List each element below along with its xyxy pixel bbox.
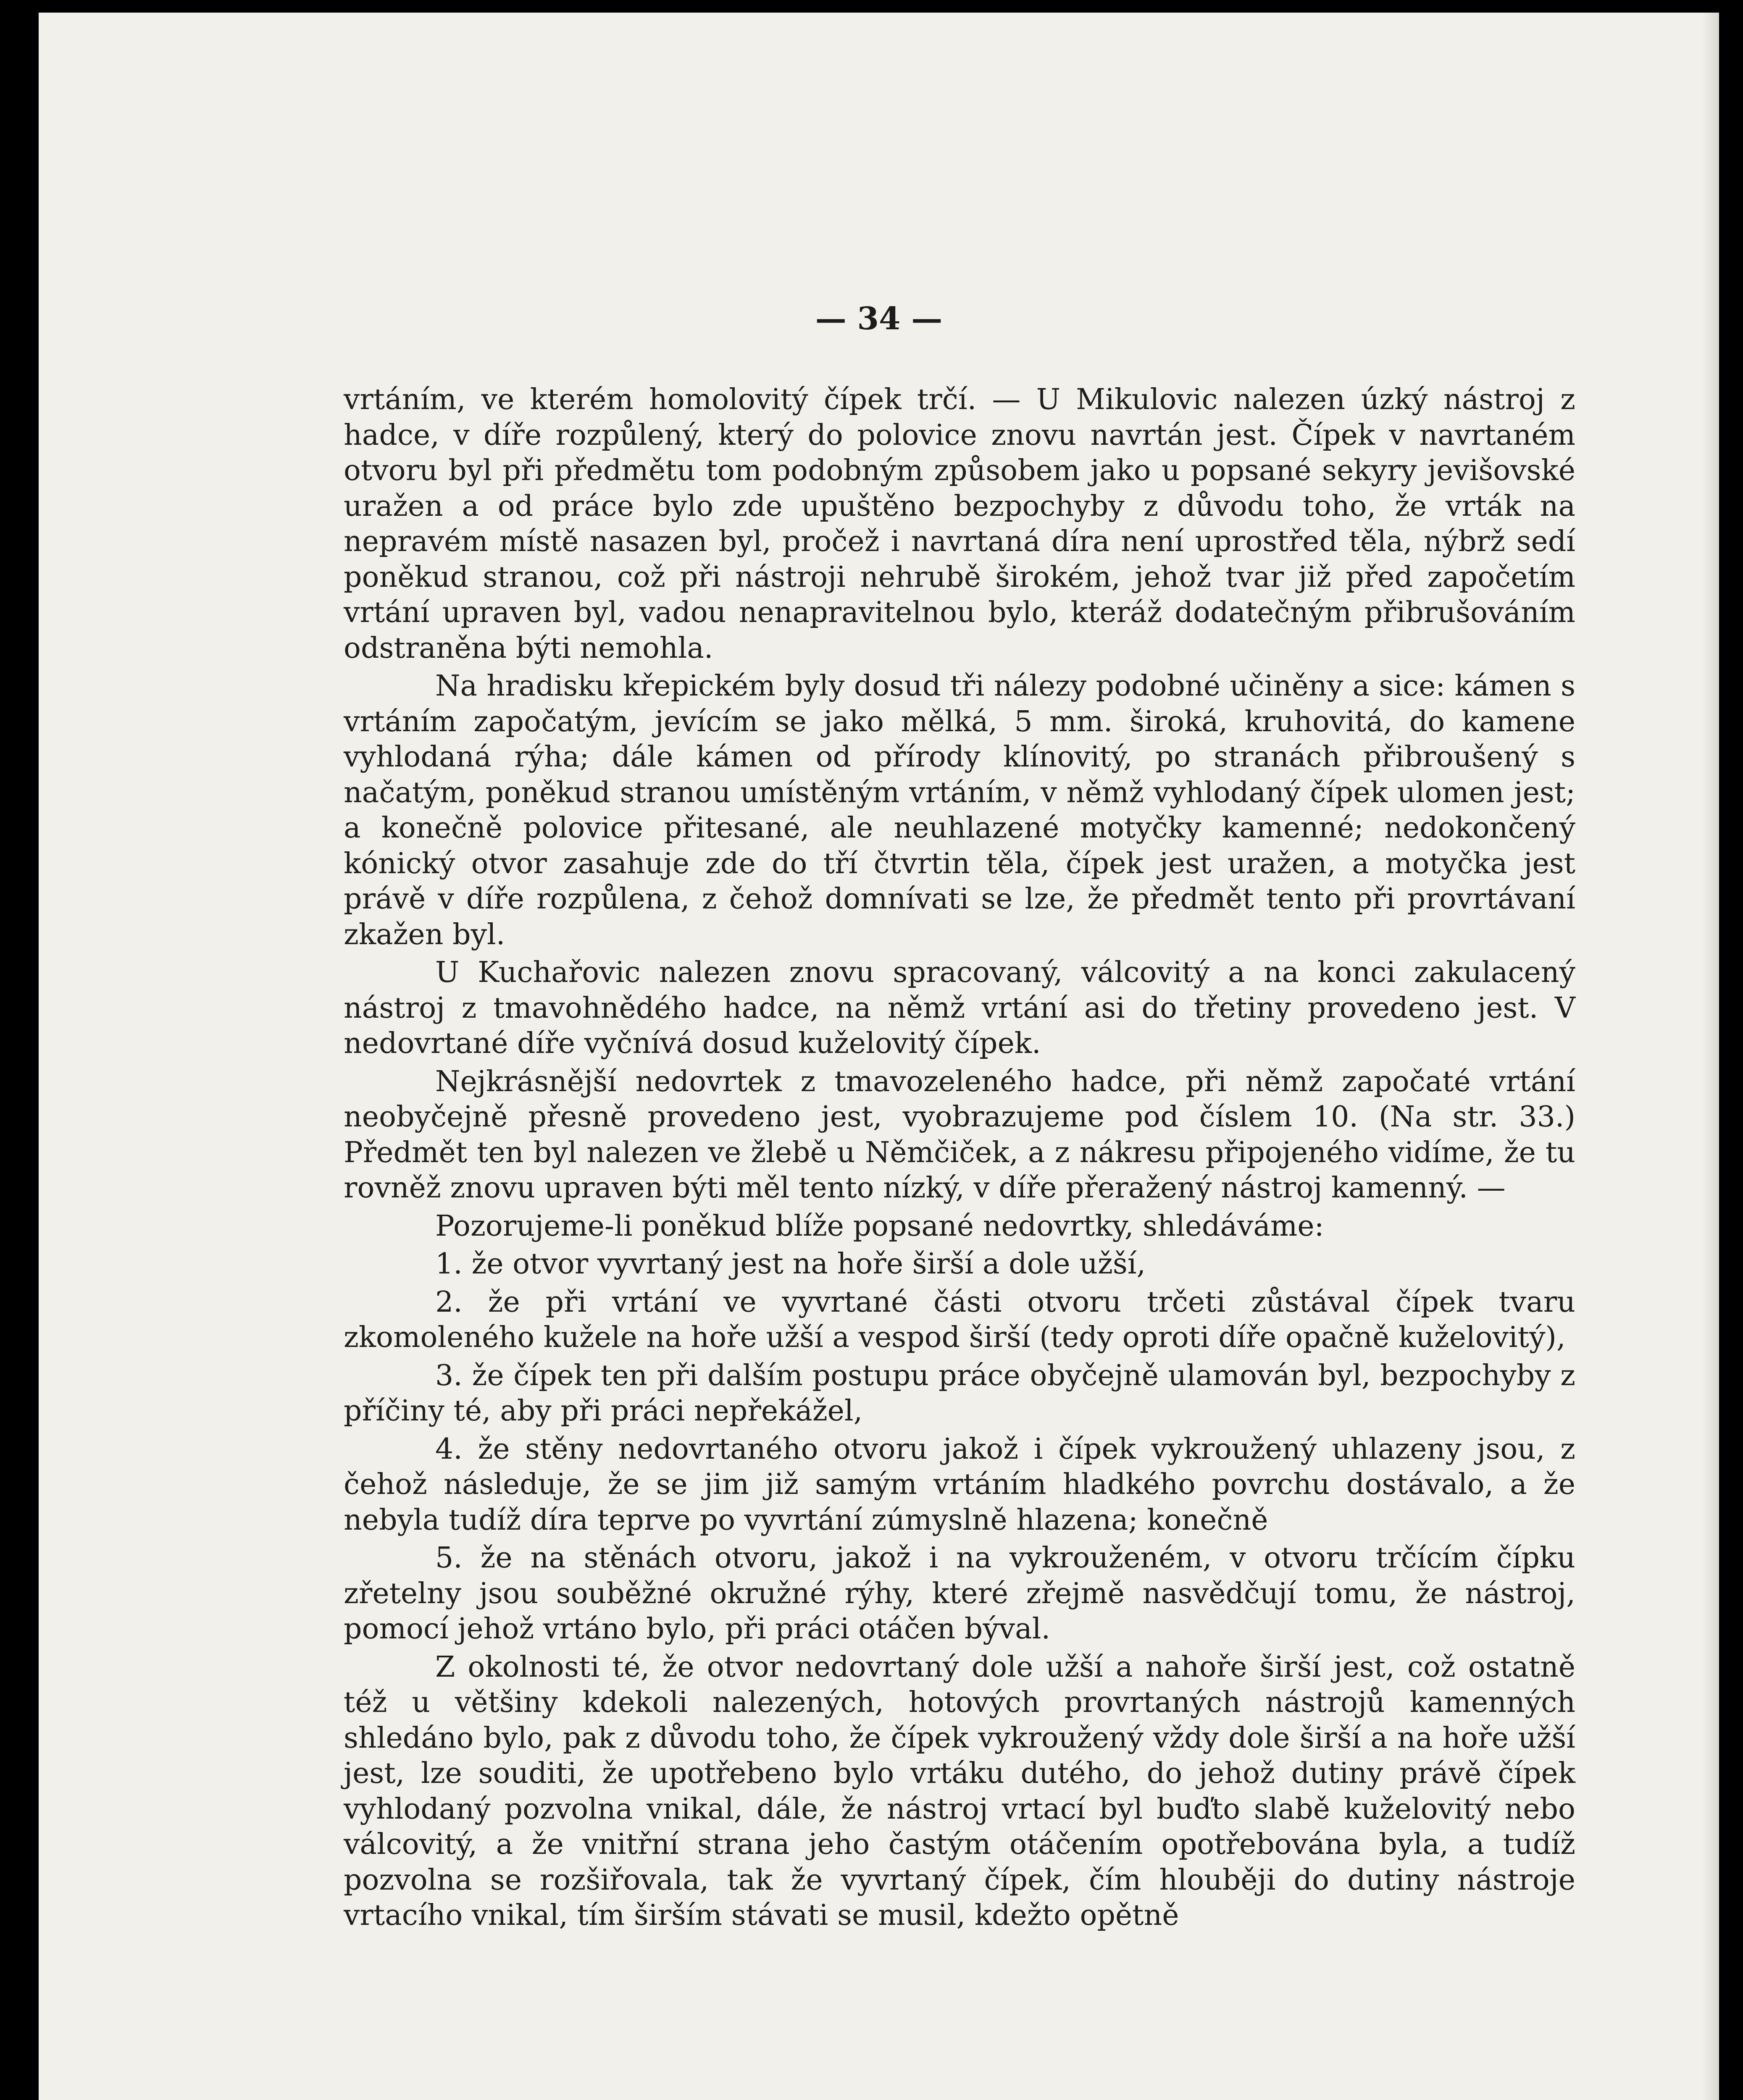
list-item-1: 1. že otvor vyvrtaný jest na hoře širší a dole užší, (435, 1247, 1146, 1281)
list-item-2: 2. že při vrtání ve vyvrtané části otvoru trčeti zůstával čípek tvaru zkomoleného kužele na hoře užší a vespod širší (tedy oproti díře opačně kuželovitý), (344, 1285, 1575, 1354)
paper-sheet (39, 13, 1719, 2100)
paragraph-6: Z okolnosti té, že otvor nedovrtaný dole užší a nahoře širší jest, což ostatně též u většiny kdekoli nalezených, hotových provrtaných nástrojů kamenných shledáno bylo, pak z důvodu toho, že čípek vykroužený vždy dole širší a na hoře užší jest, lze souditi, že upotřebeno bylo vrtáku dutého, do jehož dutiny právě čípek vyhlodaný pozvolna vnikal, dále, že nástroj vrtací byl buďto slabě kuželovitý nebo válcovitý, a že vnitřní strana jeho častým otáčením opotřebována byla, a tudíž pozvolna se rozšiřovala, tak že vyvrtaný čípek, čím hlouběji do dutiny nástroje vrtacího vnikal, tím širším stávati se musil, kdežto opětně (344, 1650, 1575, 1932)
observation-list (344, 1247, 1575, 1647)
page-number: — 34 — (815, 301, 943, 337)
paragraph-3: U Kuchařovic nalezen znovu spracovaný, válcovitý a na konci zakulacený nástroj z tmavohnědého hadce, na němž vrtání asi do třetiny provedeno jest. V nedovrtané díře vyčnívá dosud kuželovitý čípek. (344, 956, 1575, 1060)
paragraph-4: Nejkrásnější nedovrtek z tmavozeleného hadce, při němž započaté vrtání neobyčejně přesně provedeno jest, vyobrazujeme pod číslem 10. (Na str. 33.) Předmět ten byl nalezen ve žlebě u Němčiček, a z nákresu připojeného vidíme, že tu rovněž znovu upraven býti měl tento nízký, v díře přeražený nástroj kamenný. — (344, 1065, 1575, 1205)
paragraph-2: Na hradisku křepickém byly dosud tři nálezy podobné učiněny a sice: kámen s vrtáním započatým, jevícím se jako mělká, 5 mm. široká, kruhovitá, do kamene vyhlodaná rýha; dále kámen od přírody klínovitý, po stranách přibroušený s načatým, poněkud stranou umístěným vrtáním, v němž vyhlodaný čípek ulomen jest; a konečně polovice přitesané, ale neuhlazené motyčky kamenné; nedokončený kónický otvor zasahuje zde do tří čtvrtin těla, čípek jest uražen, a motyčka jest právě v díře rozpůlena, z čehož domnívati se lze, že předmět tento při provrtávaní zkažen byl. (344, 669, 1575, 951)
body-text (344, 382, 1575, 1936)
paragraph-5: Pozorujeme-li poněkud blíže popsané nedovrtky, shledáváme: (435, 1209, 1324, 1243)
list-item-5: 5. že na stěnách otvoru, jakož i na vykrouženém, v otvoru trčícím čípku zřetelny jsou souběžné okružné rýhy, které zřejmě nasvědčují tomu, že nástroj, pomocí jehož vrtáno bylo, při práci otáčen býval. (344, 1541, 1575, 1646)
list-item-4: 4. že stěny nedovrtaného otvoru jakož i čípek vykroužený uhlazeny jsou, z čehož následuje, že se jim již samým vrtáním hladkého povrchu dostávalo, a že nebyla tudíž díra teprve po vyvrtání zúmyslně hlazena; konečně (344, 1432, 1575, 1537)
paragraph-1: vrtáním, ve kterém homolovitý čípek trčí. — U Mikulovic nalezen úzký nástroj z hadce, v díře rozpůlený, který do polovice znovu navrtán jest. Čípek v navrtaném otvoru byl při předmětu tom podobným způsobem jako u popsané sekyry jevišovské uražen a od práce bylo zde upuštěno bezpochyby z důvodu toho, že vrták na nepravém místě nasazen byl, pročež i navrtaná díra není uprostřed těla, nýbrž sedí poněkud stranou, což při nástroji nehrubě širokém, jehož tvar již před započetím vrtání upraven byl, vadou nenapravitelnou bylo, kteráž dodatečným přibrušováním odstraněna býti nemohla. (344, 383, 1575, 665)
list-item-3: 3. že čípek ten při dalším postupu práce obyčejně ulamován byl, bezpochyby z příčiny té, aby při práci nepřekážel, (344, 1359, 1575, 1428)
